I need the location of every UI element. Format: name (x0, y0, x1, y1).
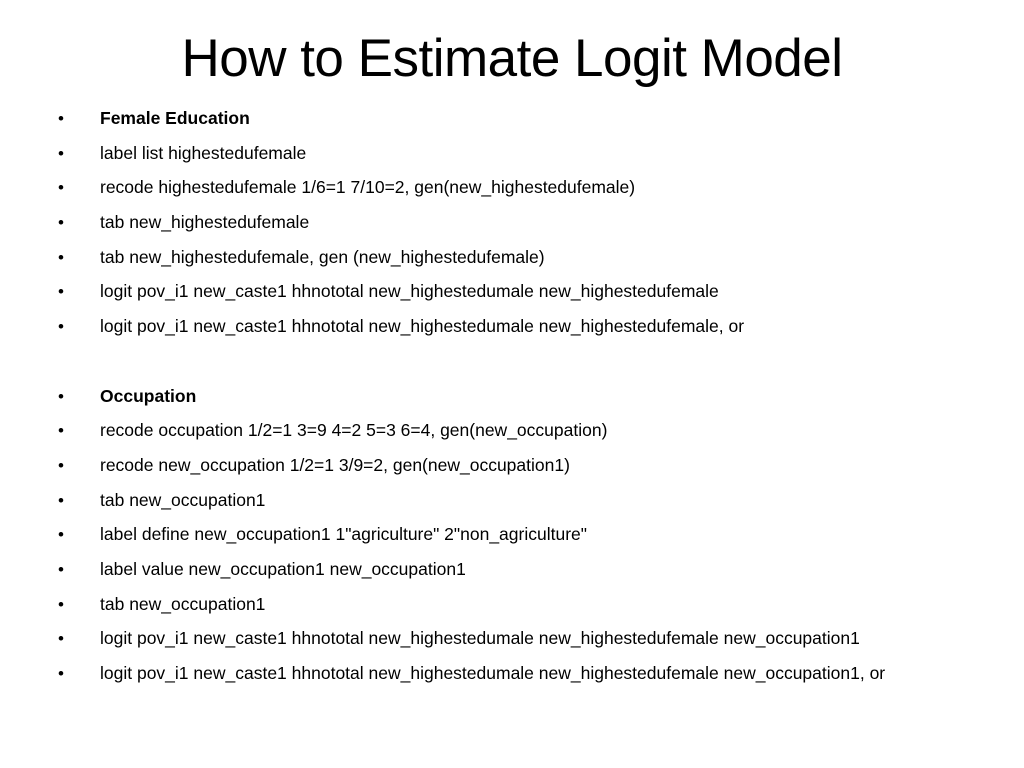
section-heading-female-education: Female Education (100, 108, 250, 128)
bullet-dot: • (58, 560, 64, 580)
bullet-item (58, 626, 988, 651)
section-heading-occupation: Occupation (100, 385, 197, 406)
bullet-item (58, 592, 988, 617)
bullet-text: recode new_occupation 1/2=1 3/9=2, gen(new_occupation1) (100, 455, 570, 475)
bullet-text: tab new_highestedufemale, gen (new_highestedufemale) (100, 246, 545, 267)
bullet-text: logit pov_i1 new_caste1 hhnototal new_highestedumale new_highestedufemale new_occupation1 (100, 628, 860, 649)
bullet-dot: • (58, 109, 64, 128)
bullet-text: logit pov_i1 new_caste1 hhnototal new_highestedumale new_highestedufemale, or (100, 316, 745, 337)
bullet-text: recode occupation 1/2=1 3=9 4=2 5=3 6=4, gen(new_occupation) (100, 420, 608, 441)
slide-title: How to Estimate Logit Model (181, 29, 843, 88)
bullet-item (58, 488, 988, 513)
bullet-item (58, 384, 988, 409)
bullet-item (58, 279, 988, 304)
bullet-text: label value new_occupation1 new_occupation1 (100, 559, 466, 580)
bullet-dot: • (58, 664, 64, 684)
bullet-dot: • (58, 143, 64, 163)
bullet-text: logit pov_i1 new_caste1 hhnototal new_highestedumale new_highestedufemale (100, 281, 719, 302)
bullet-item (58, 314, 988, 339)
bullet-item (58, 106, 988, 131)
bullet-dot: • (58, 282, 64, 302)
bullet-item (58, 418, 988, 443)
bullet-dot: • (58, 456, 64, 475)
bullet-text: logit pov_i1 new_caste1 hhnototal new_highestedumale new_highestedufemale new_occupation1, or (100, 663, 886, 684)
bullet-dot: • (58, 629, 64, 649)
bullet-item (58, 141, 988, 166)
bullet-text: recode highestedufemale 1/6=1 7/10=2, gen(new_highestedufemale) (100, 177, 636, 198)
bullet-dot: • (58, 317, 64, 337)
bullet-text: label list highestedufemale (100, 142, 307, 163)
bullet-dot: • (58, 213, 64, 233)
bullet-text: tab new_occupation1 (100, 593, 266, 614)
bullet-dot: • (58, 386, 64, 406)
bullet-item (58, 210, 988, 235)
bullet-text: tab new_occupation1 (100, 489, 266, 510)
bullet-item (58, 453, 988, 478)
bullet-item (58, 661, 988, 686)
bullet-item (58, 245, 988, 270)
bullet-dot: • (58, 594, 64, 614)
bullet-dot: • (58, 525, 64, 545)
bullet-text: label define new_occupation1 1"agriculture" 2"non_agriculture" (100, 524, 587, 545)
bullet-text: tab new_highestedufemale (100, 212, 310, 233)
bullet-dot: • (58, 421, 64, 441)
bullet-dot: • (58, 178, 64, 198)
bullet-item (58, 175, 988, 200)
bullet-dot: • (58, 490, 64, 510)
bullet-item (58, 557, 988, 582)
bullet-dot: • (58, 247, 64, 267)
bullet-item (58, 522, 988, 547)
bullet-list (58, 106, 988, 696)
